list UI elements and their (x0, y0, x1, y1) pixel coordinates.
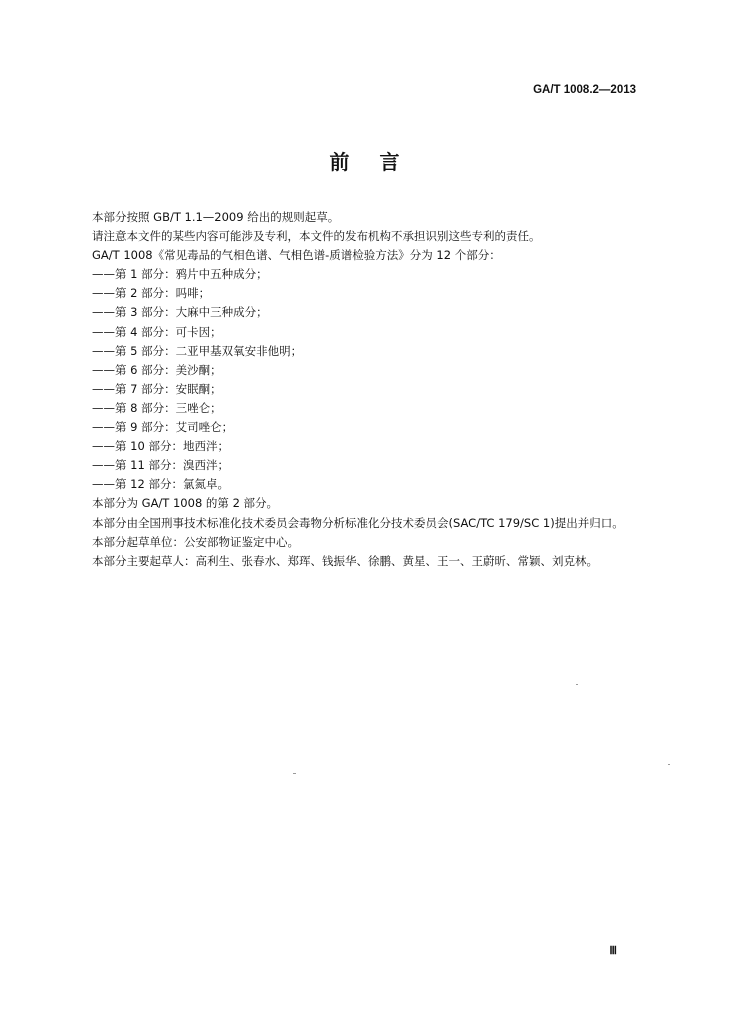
scan-speck (293, 773, 296, 774)
standard-code: GA/T 1008.2—2013 (533, 84, 636, 96)
list-item: ——第 6 部分：美沙酮； (92, 362, 222, 377)
patent-notice-paragraph: 请注意本文件的某些内容可能涉及专利，本文件的发布机构不承担识别这些专利的责任。 (92, 229, 541, 244)
scan-speck (576, 684, 578, 685)
list-item: ——第 2 部分：吗啡； (92, 286, 211, 301)
page-title: 前言 (329, 150, 430, 174)
page-number: Ⅲ (609, 945, 617, 957)
parts-list (68, 265, 643, 494)
parts-intro-paragraph: GA/T 1008《常见毒品的气相色谱、气相色谱-质谱检验方法》分为 12 个部分： (92, 248, 501, 263)
drafters-paragraph: 本部分主要起草人：高利生、张春水、郑珲、钱振华、徐鹏、黄星、王一、王蔚昕、常颖、刘克林。 (92, 553, 598, 568)
list-item: ——第 3 部分：大麻中三种成分； (92, 305, 268, 320)
list-item: ——第 4 部分：可卡因； (92, 324, 222, 339)
scan-speck (668, 764, 670, 765)
this-part-paragraph: 本部分为 GA/T 1008 的第 2 部分。 (92, 496, 279, 511)
drafting-rules-paragraph: 本部分按照 GB/T 1.1—2009 给出的规则起草。 (92, 210, 340, 224)
list-item: ——第 7 部分：安眠酮； (92, 381, 222, 396)
list-item: ——第 1 部分：鸦片中五种成分； (92, 267, 268, 282)
list-item: ——第 9 部分：艾司唑仑； (92, 420, 234, 435)
drafting-unit-paragraph: 本部分起草单位：公安部物证鉴定中心。 (92, 534, 299, 549)
list-item: ——第 5 部分：二亚甲基双氧安非他明； (92, 343, 303, 358)
foreword-body (68, 208, 643, 571)
list-item: ——第 10 部分：地西泮； (92, 439, 229, 454)
list-item: ——第 11 部分：溴西泮； (92, 458, 229, 473)
proposer-paragraph: 本部分由全国刑事技术标准化技术委员会毒物分析标准化分技术委员会(SAC/TC 179/SC 1)提出并归口。 (92, 515, 624, 530)
list-item: ——第 12 部分：氯氮卓。 (92, 477, 229, 492)
list-item: ——第 8 部分：三唑仑； (92, 400, 222, 415)
